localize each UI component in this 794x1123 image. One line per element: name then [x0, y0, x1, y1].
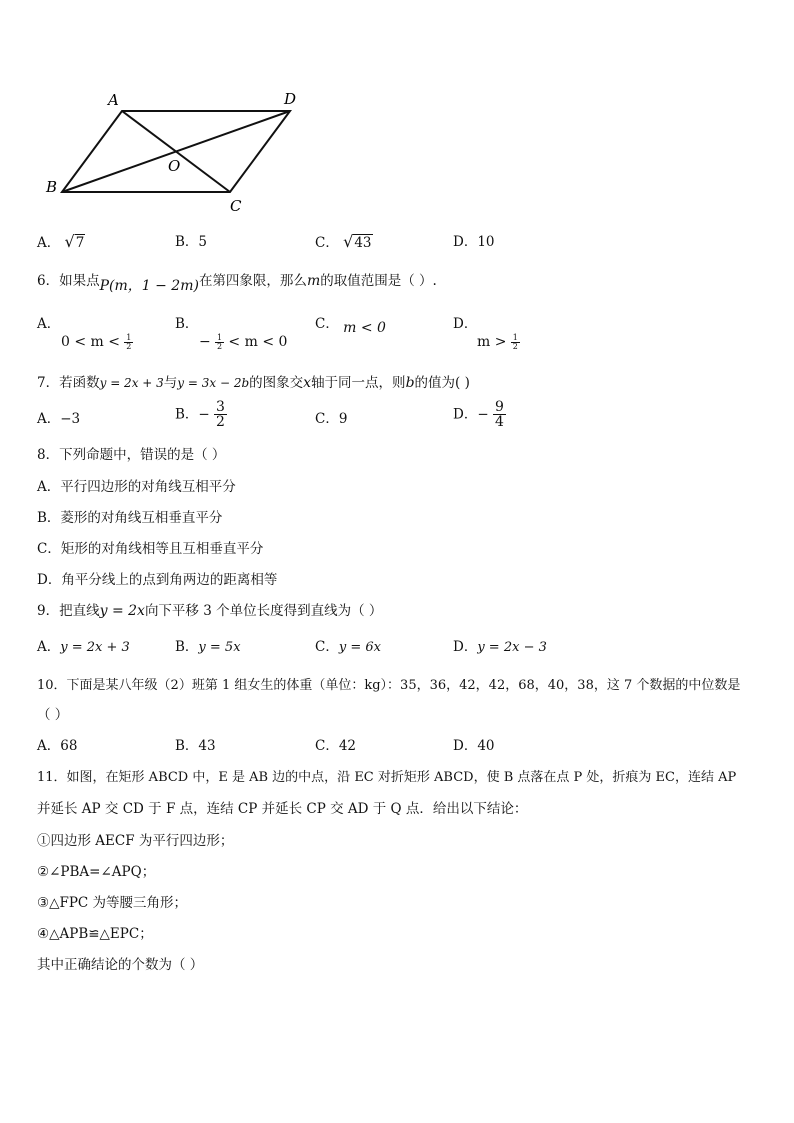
q10-option-c: C．42	[315, 738, 357, 754]
q8-option-d: D．角平分线上的点到角两边的距离相等	[37, 572, 278, 588]
sqrt-symbol: √ 7	[64, 232, 85, 251]
q11-stem-line1: 11．如图，在矩形 ABCD 中，E 是 AB 边的中点，沿 EC 对折矩形 ABCD，使 B 点落在点 P 处，折痕为 EC，连结 AP	[37, 770, 737, 785]
q6-option-c: C． m < 0	[315, 316, 386, 336]
label-o: O	[168, 157, 181, 175]
q9-option-c: C．y = 6x	[315, 639, 381, 655]
label-c: C	[230, 197, 242, 215]
q11-stem-line2: 并延长 AP 交 CD 于 F 点，连结 CP 并延长 CP 交 AD 于 Q 点．给出以下结论：	[37, 801, 528, 817]
diagonal-bd	[62, 111, 290, 192]
q6-option-b: B． − $\frac{1}{2}$ < m < 0	[175, 316, 288, 351]
q8-option-c: C．矩形的对角线相等且互相垂直平分	[37, 541, 264, 557]
q10-stem-line2: （ ）	[37, 707, 69, 723]
q7-option-c: C．9	[315, 411, 348, 427]
q10-option-a: A．68	[37, 738, 78, 754]
q6-option-d: D． m > $\frac{1}{2}$	[453, 316, 518, 351]
q11-item-4: ④△APB≌△EPC；	[37, 926, 153, 942]
q11-item-3: ③△FPC 为等腰三角形；	[37, 895, 188, 911]
q7-option-b: B．− $\frac{3}{2}$	[175, 399, 225, 430]
q10-option-b: B．43	[175, 738, 216, 754]
q9-stem: 9．把直线y = 2x向下平移 3 个单位长度得到直线为（ ）	[37, 603, 383, 619]
q7-option-d: D．− $\frac{9}{4}$	[453, 399, 504, 430]
q7-option-a: A．−3	[37, 411, 81, 427]
q8-stem: 8．下列命题中，错误的是（ ）	[37, 447, 226, 463]
q5-option-c: C． √ 43	[315, 232, 372, 251]
q7-stem: 7．若函数y = 2x + 3与y = 3x − 2b的图象交x轴于同一点，则b的值为( )	[37, 375, 470, 391]
q8-option-a: A．平行四边形的对角线互相平分	[37, 479, 236, 495]
q6-option-a: A． 0 < m < $\frac{1}{2}$	[37, 316, 132, 351]
label-b: B	[46, 178, 58, 196]
q9-option-b: B．y = 5x	[175, 639, 241, 655]
q11-item-1: ①四边形 AECF 为平行四边形；	[37, 833, 234, 849]
q10-option-d: D．40	[453, 738, 495, 754]
q9-option-d: D．y = 2x − 3	[453, 639, 547, 655]
parallelogram-figure	[40, 85, 320, 220]
label-d: D	[284, 90, 297, 108]
sqrt-symbol: √ 43	[343, 232, 372, 251]
q11-item-2: ②∠PBA=∠APQ；	[37, 864, 156, 880]
q10-stem-line1: 10．下面是某八年级（2）班第 1 组女生的体重（单位：kg）：35，36，42，42，68，40，38，这 7 个数据的中位数是	[37, 678, 741, 693]
q6-stem: 6．如果点P(m，1 − 2m)在第四象限，那么m的取值范围是（ ）.	[37, 273, 437, 294]
q8-option-b: B．菱形的对角线互相垂直平分	[37, 510, 223, 526]
q5-option-d: D．10	[453, 234, 495, 250]
q9-option-a: A．y = 2x + 3	[37, 639, 130, 655]
q5-option-a: A． √ 7	[37, 232, 85, 251]
label-a: A	[108, 91, 119, 109]
q11-conclusion: 其中正确结论的个数为（ ）	[37, 957, 204, 973]
q5-option-b: B．5	[175, 234, 208, 250]
